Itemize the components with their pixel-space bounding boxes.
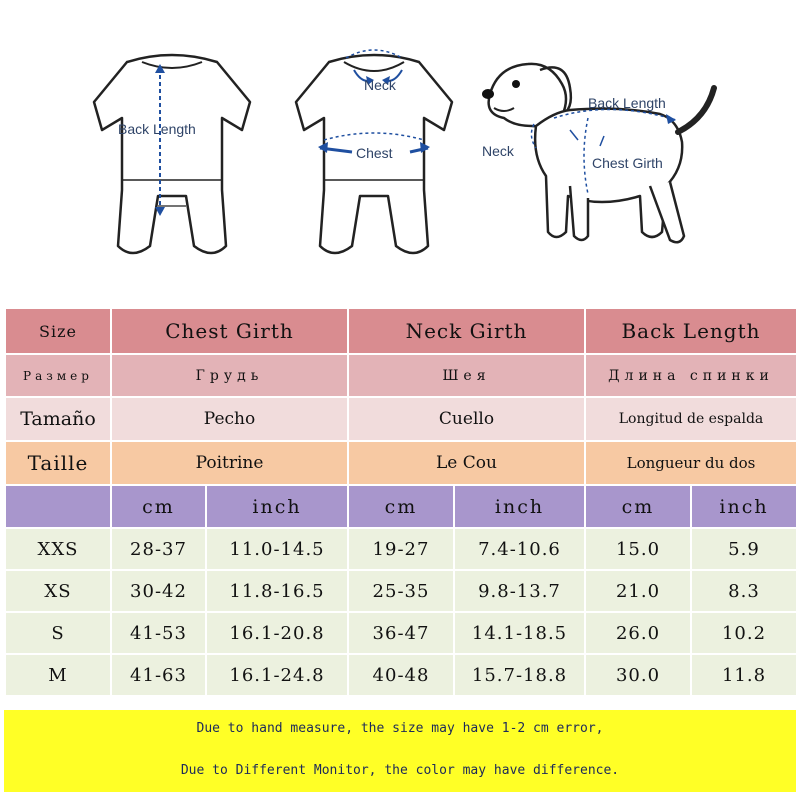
back-header-ru: Длина спинки (585, 354, 797, 397)
back-cm-cell: 15.0 (585, 528, 691, 570)
back-length-header: Back Length (585, 308, 797, 354)
neck-header-es: Cuello (348, 397, 585, 441)
back-cm-cell: 30.0 (585, 654, 691, 696)
garment-back-view (72, 40, 272, 270)
unit-cell: inch (454, 485, 585, 528)
unit-cell: inch (206, 485, 348, 528)
dog-back-length-label: Back Length (588, 95, 666, 111)
chest-header-ru: Грудь (111, 354, 348, 397)
unit-cell: cm (111, 485, 206, 528)
header-row-french (5, 441, 797, 485)
chest-label: Chest (356, 145, 393, 161)
chest-header-fr: Poitrine (111, 441, 348, 485)
header-row-spanish (5, 397, 797, 441)
back-inch-cell: 10.2 (691, 612, 797, 654)
size-header-fr: Taille (5, 441, 111, 485)
unit-cell: inch (691, 485, 797, 528)
table-row (5, 612, 797, 654)
chest-cm-cell: 41-53 (111, 612, 206, 654)
back-cm-cell: 21.0 (585, 570, 691, 612)
chest-inch-cell: 16.1-20.8 (206, 612, 348, 654)
size-cell: M (5, 654, 111, 696)
neck-girth-header: Neck Girth (348, 308, 585, 354)
table-row (5, 528, 797, 570)
size-cell: XS (5, 570, 111, 612)
neck-header-fr: Le Cou (348, 441, 585, 485)
disclaimer-banner (4, 710, 796, 792)
dog-illustration (470, 36, 730, 266)
back-header-es: Longitud de espalda (585, 397, 797, 441)
neck-label: Neck (364, 77, 396, 93)
neck-inch-cell: 7.4-10.6 (454, 528, 585, 570)
unit-row (5, 485, 797, 528)
unit-blank (5, 485, 111, 528)
back-length-label: Back Length (118, 121, 196, 137)
neck-cm-cell: 40-48 (348, 654, 454, 696)
unit-cell: cm (585, 485, 691, 528)
measurement-illustrations (0, 0, 800, 300)
neck-inch-cell: 9.8-13.7 (454, 570, 585, 612)
neck-cm-cell: 25-35 (348, 570, 454, 612)
chest-inch-cell: 11.0-14.5 (206, 528, 348, 570)
chest-cm-cell: 30-42 (111, 570, 206, 612)
monitor-color-note: Due to Different Monitor, the color may have difference. (180, 763, 620, 778)
chest-inch-cell: 11.8-16.5 (206, 570, 348, 612)
chest-cm-cell: 41-63 (111, 654, 206, 696)
size-header: Size (5, 308, 111, 354)
neck-cm-cell: 19-27 (348, 528, 454, 570)
unit-cell: cm (348, 485, 454, 528)
measure-error-note: Due to hand measure, the size may have 1-2 cm error, (196, 721, 604, 736)
neck-header-ru: Шея (348, 354, 585, 397)
size-table (4, 307, 798, 697)
size-header-ru: Размер (5, 354, 111, 397)
chest-header-es: Pecho (111, 397, 348, 441)
chest-inch-cell: 16.1-24.8 (206, 654, 348, 696)
back-cm-cell: 26.0 (585, 612, 691, 654)
table-row (5, 570, 797, 612)
size-cell: XXS (5, 528, 111, 570)
back-header-fr: Longueur du dos (585, 441, 797, 485)
size-cell: S (5, 612, 111, 654)
table-row (5, 654, 797, 696)
neck-inch-cell: 15.7-18.8 (454, 654, 585, 696)
back-inch-cell: 8.3 (691, 570, 797, 612)
size-header-es: Tamaño (5, 397, 111, 441)
back-inch-cell: 5.9 (691, 528, 797, 570)
dog-chest-girth-label: Chest Girth (592, 155, 663, 171)
header-row-english (5, 308, 797, 354)
header-row-russian (5, 354, 797, 397)
back-inch-cell: 11.8 (691, 654, 797, 696)
chest-cm-cell: 28-37 (111, 528, 206, 570)
garment-front-view (274, 40, 474, 270)
size-chart (4, 307, 796, 697)
dog-neck-label: Neck (482, 143, 514, 159)
neck-inch-cell: 14.1-18.5 (454, 612, 585, 654)
chest-girth-header: Chest Girth (111, 308, 348, 354)
neck-cm-cell: 36-47 (348, 612, 454, 654)
